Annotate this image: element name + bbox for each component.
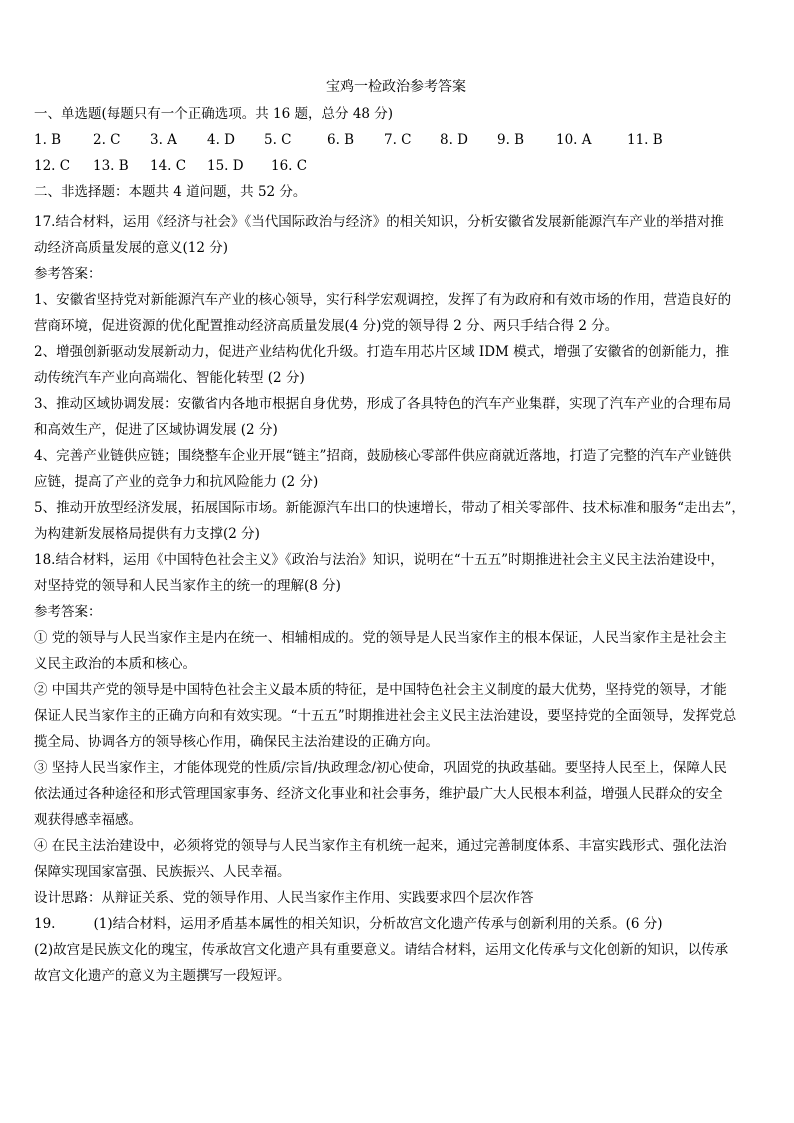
q17-point-line: 1、安徽省坚持党对新能源汽车产业的核心领导，实行科学宏观调控，发挥了有为政府和有效市场的作用，营造良好的 bbox=[34, 292, 732, 308]
q17-point-line: 为构建新发展格局提供有力支撑(2 分) bbox=[34, 526, 260, 542]
q17-point-line: 营商环境，促进资源的优化配置推动经济高质量发展(4 分)党的领导得 2 分、两只手结合得 2 分。 bbox=[34, 318, 619, 334]
q17-point-line: 5、推动开放型经济发展，拓展国际市场。新能源汽车出口的快速增长，带动了相关零部件、技术标准和服务“走出去”， bbox=[34, 500, 745, 516]
q17-point-5 bbox=[34, 495, 758, 547]
q18-point-line: ④ 在民主法治建设中，必须将党的领导与人民当家作主有机统一起来，通过完善制度体系、丰富实践形式、强化法治 bbox=[34, 838, 727, 854]
q19-part1-line bbox=[34, 911, 758, 937]
answer-item: 8. D bbox=[440, 132, 468, 148]
ref-label-text: 参考答案： bbox=[34, 266, 102, 282]
answer-item: 7. C bbox=[384, 132, 412, 148]
answers-row-1 bbox=[34, 131, 758, 149]
q17-point-line: 2、增强创新驱动发展新动力，促进产业结构优化升级。打造车用芯片区域 IDM 模式，增强了安徽省的创新能力，推 bbox=[34, 344, 730, 360]
q18-stem-line: 对坚持党的领导和人民当家作主的统一的理解(8 分) bbox=[34, 578, 341, 594]
q18-point-3 bbox=[34, 755, 758, 833]
q18-point-1 bbox=[34, 625, 758, 677]
q17-point-line: 动传统汽车产业向高端化、智能化转型 (2 分) bbox=[34, 370, 305, 386]
answer-item: 5. C bbox=[264, 132, 292, 148]
q19-number: 19. bbox=[34, 916, 56, 932]
q18-stem bbox=[34, 547, 758, 599]
q17-stem-line: 动经济高质量发展的意义(12 分) bbox=[34, 240, 229, 256]
answer-item: 6. B bbox=[327, 132, 355, 148]
q18-stem-line: 18.结合材料，运用《中国特色社会主义》《政治与法治》知识，说明在“十五五”时期推进社会主义民主法治建设中， bbox=[34, 552, 725, 568]
answer-item: 16. C bbox=[271, 158, 308, 174]
q18-design-note bbox=[34, 885, 758, 911]
q17-point-line: 4、完善产业链供应链；围绕整车企业开展“链主”招商，鼓励核心零部件供应商就近落地，打造了完整的汽车产业链供 bbox=[34, 448, 732, 464]
q17-point-3 bbox=[34, 391, 758, 443]
q18-point-line: 揽全局、协调各方的领导核心作用，确保民主法治建设的正确方向。 bbox=[34, 734, 439, 750]
section2-heading: 二、非选择题：本题共 4 道问题，共 52 分。 bbox=[34, 184, 307, 200]
q18-point-line: 观获得感幸福感。 bbox=[34, 812, 142, 828]
q17-stem-line: 17.结合材料，运用《经济与社会》《当代国际政治与经济》的相关知识，分析安徽省发展新能源汽车产业的举措对推 bbox=[34, 214, 724, 230]
q17-point-line: 应链，提高了产业的竞争力和抗风险能力 (2 分) bbox=[34, 474, 319, 490]
q18-point-4 bbox=[34, 833, 758, 885]
q18-point-line: 保证人民当家作主的正确方向和有效实现。“十五五”时期推进社会主义民主法治建设，要坚持党的全面领导，发挥党总 bbox=[34, 708, 737, 724]
answer-item: 1. B bbox=[34, 132, 62, 148]
answer-item: 13. B bbox=[93, 158, 129, 174]
q18-point-line: ③ 坚持人民当家作主，才能体现党的性质/宗旨/执政理念/初心使命，巩固党的执政基础。要坚持人民至上，保障人民 bbox=[34, 760, 727, 776]
q18-point-line: 义民主政治的本质和核心。 bbox=[34, 656, 196, 672]
page-title: 宝鸡一检政治参考答案 bbox=[326, 79, 466, 95]
q19-part2-line: 故宫文化遗产的意义为主题撰写一段短评。 bbox=[34, 968, 291, 984]
answer-item: 3. A bbox=[150, 132, 177, 148]
answer-item: 9. B bbox=[497, 132, 525, 148]
answers-row-2 bbox=[34, 157, 758, 175]
q19-part1-text: (1)结合材料，运用矛盾基本属性的相关知识，分析故宫文化遗产传承与创新利用的关系。(6 分) bbox=[93, 916, 663, 932]
q18-point-2 bbox=[34, 677, 758, 755]
q17-point-line: 3、推动区域协调发展：安徽省内各地市根据自身优势，形成了各具特色的汽车产业集群，实现了汽车产业的合理布局 bbox=[34, 396, 732, 412]
q17-point-1 bbox=[34, 287, 758, 339]
q17-stem bbox=[34, 209, 758, 261]
q19-part2-line: (2)故宫是民族文化的瑰宝，传承故宫文化遗产具有重要意义。请结合材料，运用文化传承与文化创新的知识，以传承 bbox=[34, 942, 729, 958]
q18-point-line: 保障实现国家富强、民族振兴、人民幸福。 bbox=[34, 864, 291, 880]
q17-point-4 bbox=[34, 443, 758, 495]
q17-point-2 bbox=[34, 339, 758, 391]
q18-point-line: ① 党的领导与人民当家作主是内在统一、相辅相成的。党的领导是人民当家作主的根本保证，人民当家作主是社会主 bbox=[34, 630, 727, 646]
q18-ref-label bbox=[34, 599, 758, 625]
design-note-text: 设计思路：从辩证关系、党的领导作用、人民当家作主作用、实践要求四个层次作答 bbox=[34, 890, 534, 906]
q17-point-line: 和高效生产，促进了区域协调发展 (2 分) bbox=[34, 422, 278, 438]
answer-item: 15. D bbox=[207, 158, 244, 174]
q18-point-line: 依法通过各种途径和形式管理国家事务、经济文化事业和社会事务，维护最广大人民根本利益，增强人民群众的安全 bbox=[34, 786, 723, 802]
q18-point-line: ② 中国共产党的领导是中国特色社会主义最本质的特征，是中国特色社会主义制度的最大优势，坚持党的领导，才能 bbox=[34, 682, 727, 698]
section1-heading: 一、单选题(每题只有一个正确选项。共 16 题，总分 48 分) bbox=[34, 106, 394, 122]
q19-part1 bbox=[34, 911, 758, 937]
answer-item: 2. C bbox=[93, 132, 121, 148]
ref-label-text: 参考答案： bbox=[34, 604, 102, 620]
answer-item: 12. C bbox=[34, 158, 71, 174]
q19-part2 bbox=[34, 937, 758, 989]
answer-item: 11. B bbox=[627, 132, 663, 148]
answer-item: 4. D bbox=[207, 132, 235, 148]
answer-item: 14. C bbox=[150, 158, 187, 174]
q17-ref-label bbox=[34, 261, 758, 287]
answer-item: 10. A bbox=[556, 132, 592, 148]
